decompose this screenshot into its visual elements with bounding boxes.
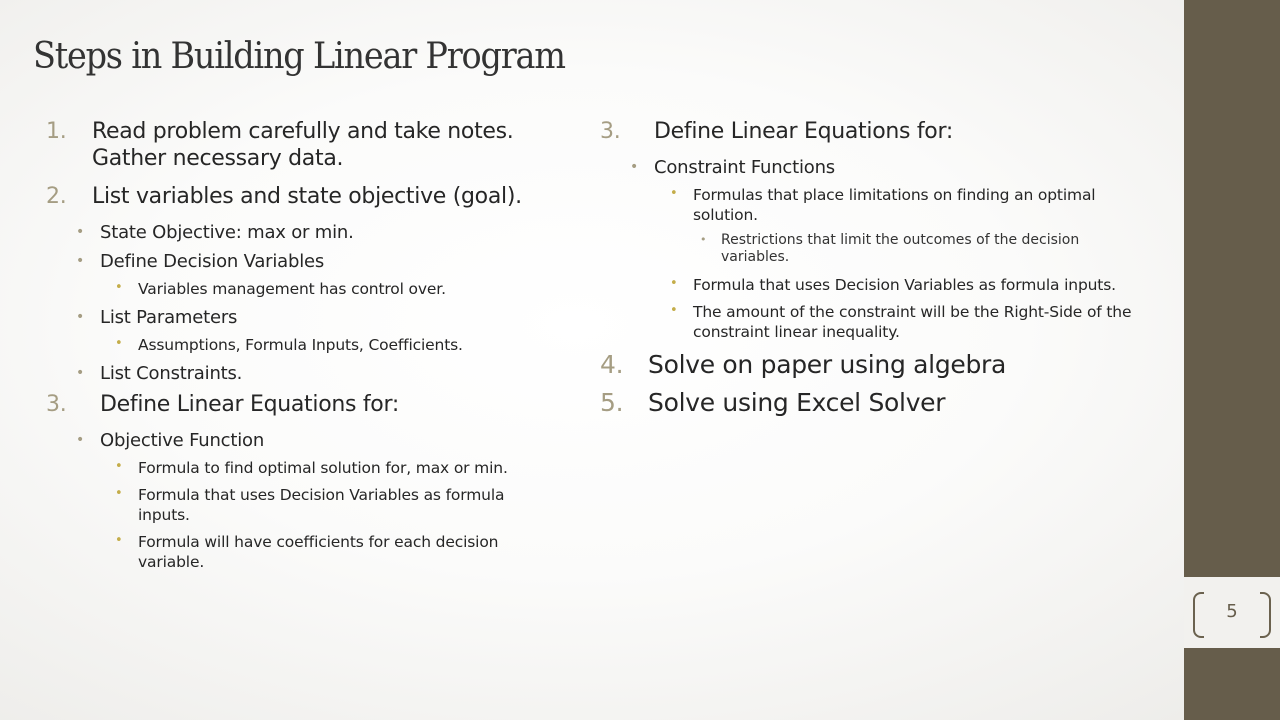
bullet-icon: • (76, 432, 85, 448)
sub-sub-item-text: Formula will have coefficients for each decision variable. (138, 533, 499, 571)
sub-item-text: State Objective: max or min. (100, 222, 354, 243)
list-item-text: Read problem carefully and take notes. Gather necessary data. (92, 119, 514, 171)
sub-item-list-constraints (46, 362, 546, 385)
sub-sub-item-text: Formula that uses Decision Variables as formula inputs. (138, 486, 505, 524)
bullet-icon: • (115, 280, 123, 295)
list-item-text: List variables and state objective (goal). (92, 184, 522, 209)
sub-item-text: Constraint Functions (654, 157, 835, 178)
sub-sub-item-text: Formula to find optimal solution for, max or min. (138, 459, 508, 477)
bullet-icon: • (115, 336, 123, 351)
sub-sub-item (600, 185, 1140, 225)
sub-sub-item (46, 279, 546, 299)
sub-sub-item (600, 275, 1140, 295)
list-item-text: Define Linear Equations for: (654, 119, 953, 144)
sub-sub-item (46, 458, 546, 478)
sub-sub-item-text: Variables management has control over. (138, 280, 446, 298)
sub-item-objective-function (46, 429, 546, 452)
list-number: 2. (46, 184, 67, 209)
list-number: 1. (46, 119, 67, 144)
sub-item-text: List Constraints. (100, 363, 243, 384)
bullet-icon: • (670, 303, 678, 318)
list-number: 3. (600, 119, 621, 144)
bullet-icon: • (76, 365, 85, 381)
page-number: 5 (1226, 601, 1238, 622)
list-number: 3. (46, 392, 67, 417)
sub-item-text: Define Decision Variables (100, 251, 325, 272)
bullet-icon: • (76, 253, 85, 269)
bullet-icon: • (670, 276, 678, 291)
bullet-icon: • (115, 459, 123, 474)
sub-sub-item-text: Assumptions, Formula Inputs, Coefficients. (138, 336, 463, 354)
sub-sub-item-text: The amount of the constraint will be the Right-Side of the constraint linear inequality. (693, 303, 1132, 341)
list-item-5 (600, 387, 1140, 418)
list-item-text: Solve using Excel Solver (648, 388, 946, 417)
sub-item-list-parameters (46, 306, 546, 329)
sub-sub-item-text: Formula that uses Decision Variables as formula inputs. (693, 276, 1116, 294)
sub-item-constraint-functions (600, 156, 1140, 179)
list-item-text: Solve on paper using algebra (648, 350, 1007, 379)
bullet-icon: • (700, 233, 707, 246)
sub-sub-item (46, 485, 546, 525)
left-column (46, 118, 546, 579)
right-column (600, 118, 1140, 425)
bullet-icon: • (76, 224, 85, 240)
list-item-text: Define Linear Equations for: (100, 392, 399, 417)
list-number: 4. (600, 350, 624, 379)
sub-item-text: Objective Function (100, 430, 265, 451)
bullet-icon: • (115, 486, 123, 501)
list-item-1 (46, 118, 546, 172)
list-item-3 (46, 391, 546, 418)
bullet-icon: • (630, 159, 639, 175)
list-item-4 (600, 349, 1140, 380)
bullet-icon: • (115, 533, 123, 548)
bullet-icon: • (670, 186, 678, 201)
list-item-3-constraints (600, 118, 1140, 145)
level4-item-text: Restrictions that limit the outcomes of the decision variables. (721, 232, 1080, 265)
sub-item-state-objective (46, 221, 546, 244)
list-item-2 (46, 183, 546, 210)
sub-sub-item-text: Formulas that place limitations on finding an optimal solution. (693, 186, 1096, 224)
sub-sub-item (600, 302, 1140, 342)
sub-sub-item (46, 335, 546, 355)
bullet-icon: • (76, 309, 85, 325)
sub-item-define-decision-variables (46, 250, 546, 273)
level4-item (600, 232, 1140, 266)
slide-title: Steps in Building Linear Program (33, 36, 565, 77)
sub-item-text: List Parameters (100, 307, 238, 328)
sub-sub-item (46, 532, 546, 572)
list-number: 5. (600, 388, 624, 417)
sidebar-panel (1184, 0, 1280, 720)
